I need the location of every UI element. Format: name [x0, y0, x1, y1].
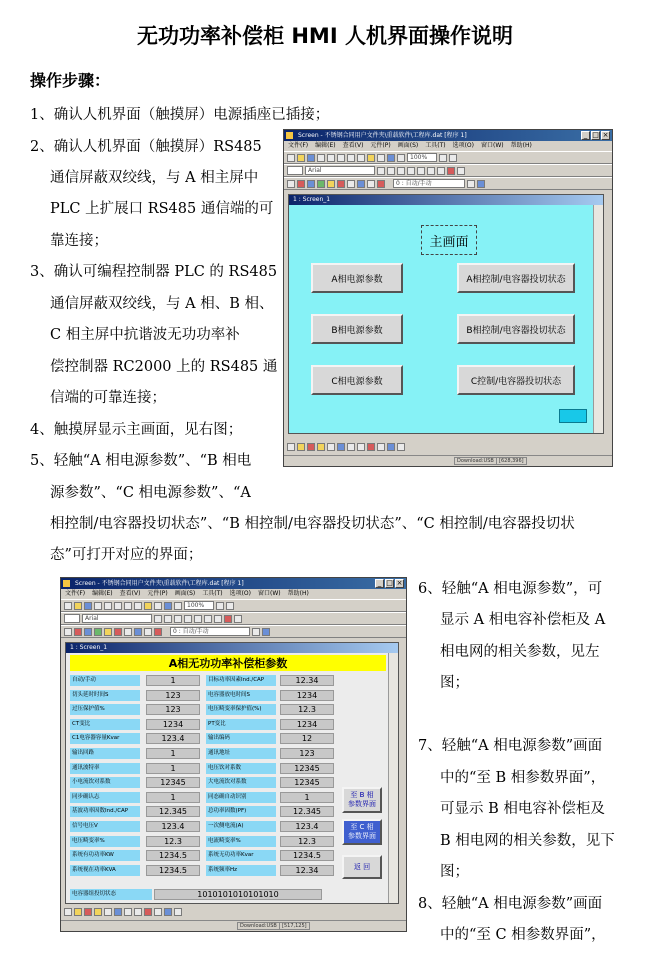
tool-icon[interactable]: [164, 908, 172, 916]
param-label: 切头延时时间S: [70, 690, 140, 701]
copy-icon[interactable]: [357, 154, 365, 162]
param-label: 目标功率因素Ind./CAP: [206, 675, 276, 686]
param-value: 12.345: [280, 806, 334, 817]
window-titlebar: [61, 578, 406, 589]
status-coordinates: [517,125]: [279, 922, 310, 930]
b-phase-control-button[interactable]: B相控制/电容器投切状态: [457, 314, 575, 344]
paste-icon[interactable]: [367, 154, 375, 162]
param-value: 1: [146, 763, 200, 774]
step-line: C 相主屏中抗谐波无功功率补: [50, 327, 240, 343]
tool-icon[interactable]: [307, 443, 315, 451]
app-icon: [286, 132, 293, 139]
graph-icon[interactable]: [124, 628, 132, 636]
redo-icon[interactable]: [114, 602, 122, 610]
close-icon[interactable]: ×: [602, 131, 609, 139]
underline-icon[interactable]: [437, 167, 445, 175]
color-icon[interactable]: [224, 615, 232, 623]
step-line: 中的“至 B 相参数界面”，: [440, 770, 606, 786]
step-line: 1、确认人机界面（触摸屏）电源插座已插接；: [30, 107, 330, 123]
compile-icon[interactable]: [387, 154, 395, 162]
step-line: 5、轻触“A 相电源参数”、“B 相电: [30, 453, 252, 469]
c-phase-power-button[interactable]: C相电源参数: [311, 365, 403, 395]
param-label: 同步确认志: [70, 792, 140, 803]
tool-icon[interactable]: [104, 908, 112, 916]
graph-icon[interactable]: [347, 180, 355, 188]
toolbar-standard: [284, 151, 612, 164]
bottom-toolbar: [284, 441, 612, 453]
open-icon[interactable]: [297, 154, 305, 162]
menu-options[interactable]: 选项(O): [229, 590, 251, 597]
zoom-out-icon[interactable]: [449, 154, 457, 162]
print-icon[interactable]: [94, 602, 102, 610]
to-c-phase-button[interactable]: 至 C 相 参数界面: [342, 819, 382, 845]
save-icon[interactable]: [307, 154, 315, 162]
menu-tools[interactable]: 工具(T): [425, 142, 446, 149]
bold-icon[interactable]: [194, 615, 202, 623]
step-line: PLC 上扩展口 RS485 通信端的可: [50, 201, 274, 217]
pen-icon[interactable]: [234, 615, 242, 623]
bold-icon[interactable]: [417, 167, 425, 175]
menu-screen[interactable]: 画面(S): [174, 590, 196, 597]
tool-icon[interactable]: [387, 443, 395, 451]
param-value: 123.4: [280, 821, 334, 832]
bottom-toolbar: [61, 906, 406, 918]
param-value: 12345: [280, 763, 334, 774]
param-label: 通讯地址: [206, 748, 276, 759]
arrow-icon[interactable]: [174, 615, 182, 623]
menu-edit[interactable]: 编辑(E): [92, 590, 113, 597]
param-label: 小电流饮对系数: [70, 777, 140, 788]
tool-icon[interactable]: [64, 908, 72, 916]
param-value: 1234: [280, 719, 334, 730]
param-value: 1234.5: [146, 850, 200, 861]
param-label: 基波功率因数Ind./CAP: [70, 806, 140, 817]
zoom-in-icon[interactable]: [439, 154, 447, 162]
param-value: 1: [146, 792, 200, 803]
tool-icon[interactable]: [174, 908, 182, 916]
param-label: 同态确自动识别: [206, 792, 276, 803]
step-line: 图；: [440, 864, 469, 880]
tool-icon[interactable]: [337, 443, 345, 451]
delete-icon[interactable]: [154, 602, 162, 610]
step-line: 靠连接；: [50, 233, 108, 249]
new-icon[interactable]: [64, 602, 72, 610]
hmi-editor-a-phase-screenshot: [60, 577, 407, 932]
step-line: 7、轻触“A 相电源参数”画面: [418, 738, 603, 754]
alarm-icon[interactable]: [154, 628, 162, 636]
menu-bar: [284, 141, 612, 151]
menu-help[interactable]: 帮助(H): [510, 142, 532, 149]
arrow-icon[interactable]: [397, 167, 405, 175]
tool-icon[interactable]: [154, 908, 162, 916]
param-value: 12.3: [280, 836, 334, 847]
menu-parts[interactable]: 元件(P): [147, 590, 168, 597]
toolbar-format: [61, 612, 406, 625]
tool-icon[interactable]: [327, 443, 335, 451]
color-icon[interactable]: [447, 167, 455, 175]
compile-icon[interactable]: [164, 602, 172, 610]
step-line: 4、触摸屏显示主画面，见右图；: [30, 422, 243, 438]
toolbar-parts: [61, 625, 406, 638]
tool-icon[interactable]: [287, 443, 295, 451]
menu-tools[interactable]: 工具(T): [202, 590, 223, 597]
param-value: 1234.5: [146, 865, 200, 876]
param-value: 1: [146, 748, 200, 759]
param-value: 12: [280, 733, 334, 744]
param-value: 12345: [280, 777, 334, 788]
zoom-out-icon[interactable]: [226, 602, 234, 610]
param-label: 电流畸变率%: [206, 836, 276, 847]
hmi-canvas: [289, 205, 593, 433]
alarm-icon[interactable]: [377, 180, 385, 188]
align-icon[interactable]: [377, 167, 385, 175]
param-value: 123: [146, 704, 200, 715]
b-phase-power-button[interactable]: B相电源参数: [311, 314, 403, 344]
tool-icon[interactable]: [134, 908, 142, 916]
maximize-icon[interactable]: □: [386, 579, 393, 587]
print-icon[interactable]: [317, 154, 325, 162]
param-label: 电压饮对系数: [206, 763, 276, 774]
status-coordinates: [628,396]: [496, 457, 527, 465]
italic-icon[interactable]: [204, 615, 212, 623]
bit-lamp-icon[interactable]: [297, 180, 305, 188]
redo-icon[interactable]: [337, 154, 345, 162]
status-bar: [284, 455, 612, 466]
menu-screen[interactable]: 画面(S): [397, 142, 419, 149]
param-value: 12.34: [280, 675, 334, 686]
child-window-title: 1 : Screen_1: [289, 195, 603, 205]
a-phase-power-button[interactable]: A相电源参数: [311, 263, 403, 293]
tool-icon[interactable]: [262, 628, 270, 636]
step-line: 源参数”、“C 相电源参数”、“A: [50, 485, 251, 501]
toolbar-format: [284, 164, 612, 177]
table-icon[interactable]: [144, 628, 152, 636]
table-icon[interactable]: [367, 180, 375, 188]
window-title: Screen - 不锈钢合同用户文件夹\重载软件\工程库.dat [程序 1]: [298, 132, 467, 139]
status-download: Download:USB: [237, 922, 280, 930]
steps-heading: 操作步骤：: [30, 71, 111, 90]
param-label: 系统有功功率KW: [70, 850, 140, 861]
layer-select[interactable]: [64, 614, 80, 623]
mode-select[interactable]: 0 : 自动/手动: [393, 179, 465, 188]
menu-window[interactable]: 窗口(W): [258, 590, 281, 597]
param-label: 一次侧电流(A): [206, 821, 276, 832]
param-value: 123: [146, 690, 200, 701]
maximize-icon[interactable]: □: [592, 131, 599, 139]
screen-child-window: [65, 642, 399, 904]
step-line: 8、轻触“A 相电源参数”画面: [418, 896, 603, 912]
step-line: 可显示 B 相电容补偿柜及: [440, 801, 605, 817]
step-line: 显示 A 相电容补偿柜及 A: [440, 612, 606, 628]
param-value: 1: [146, 675, 200, 686]
window-titlebar: [284, 130, 612, 141]
tool-icon[interactable]: [377, 443, 385, 451]
param-label: 大电流饮对系数: [206, 777, 276, 788]
param-label: 系统频率Hz: [206, 865, 276, 876]
app-icon: [63, 580, 70, 587]
toolbar-standard: [61, 599, 406, 612]
tool-icon[interactable]: [74, 908, 82, 916]
param-label: C1电容器容量Kvar: [70, 733, 140, 744]
switch-state-label: 电容器组投切状态: [70, 889, 152, 900]
panel-title: A相无功功率补偿柜参数: [70, 655, 386, 671]
close-icon[interactable]: ×: [396, 579, 403, 587]
param-label: 总功率因数(PF): [206, 806, 276, 817]
hmi-canvas: [66, 653, 388, 903]
param-label: 电容器放电时间S: [206, 690, 276, 701]
param-value: 123.4: [146, 733, 200, 744]
param-value: 12.3: [146, 836, 200, 847]
underline-icon[interactable]: [214, 615, 222, 623]
tool-icon[interactable]: [317, 443, 325, 451]
tool-icon[interactable]: [477, 180, 485, 188]
minimize-icon[interactable]: _: [581, 131, 590, 140]
tool-icon[interactable]: [144, 908, 152, 916]
mode-select[interactable]: 0 : 自动/手动: [170, 627, 250, 636]
tool-icon[interactable]: [357, 443, 365, 451]
paste-icon[interactable]: [144, 602, 152, 610]
param-label: 自动/手动: [70, 675, 140, 686]
param-label: 过压保护值%: [70, 704, 140, 715]
param-value: 12.34: [280, 865, 334, 876]
step-line: 6、轻触“A 相电源参数”，可: [418, 581, 603, 597]
align-icon[interactable]: [154, 615, 162, 623]
status-bar: [61, 920, 406, 931]
small-cyan-button[interactable]: [559, 409, 587, 423]
grid-icon[interactable]: [287, 180, 295, 188]
menu-bar: [61, 589, 406, 599]
tool-icon[interactable]: [347, 443, 355, 451]
param-label: 信号电压V: [70, 821, 140, 832]
tool-icon[interactable]: [367, 443, 375, 451]
step-line: 通信屏蔽双绞线，与 A 相、B 相、: [50, 296, 274, 312]
new-icon[interactable]: [287, 154, 295, 162]
numeric-icon[interactable]: [327, 180, 335, 188]
bit-lamp-icon[interactable]: [74, 628, 82, 636]
arrow-icon[interactable]: [387, 167, 395, 175]
zoom-in-icon[interactable]: [216, 602, 224, 610]
zoom-select[interactable]: 100%: [407, 153, 437, 162]
step-line: 2、确认人机界面（触摸屏）RS485: [30, 139, 262, 155]
copy-icon[interactable]: [134, 602, 142, 610]
step-line: 态”可打开对应的界面；: [50, 547, 203, 563]
bit-switch-icon[interactable]: [307, 180, 315, 188]
switch-state-value: 1010101010101010: [154, 889, 322, 900]
menu-view[interactable]: 查看(V): [342, 142, 364, 149]
open-icon[interactable]: [74, 602, 82, 610]
numeric-icon[interactable]: [104, 628, 112, 636]
download-icon[interactable]: [174, 602, 182, 610]
font-select[interactable]: Arial: [82, 614, 152, 623]
menu-edit[interactable]: 编辑(E): [315, 142, 336, 149]
to-b-phase-button[interactable]: 至 B 相 参数界面: [342, 787, 382, 813]
italic-icon[interactable]: [427, 167, 435, 175]
arrow-icon[interactable]: [164, 615, 172, 623]
param-value: 1234.5: [280, 850, 334, 861]
tool-icon[interactable]: [94, 908, 102, 916]
delete-icon[interactable]: [377, 154, 385, 162]
param-label: 通讯波特率: [70, 763, 140, 774]
param-label: 系统视在功率KVA: [70, 865, 140, 876]
menu-help[interactable]: 帮助(H): [287, 590, 309, 597]
tool-icon[interactable]: [84, 908, 92, 916]
gauge-icon[interactable]: [357, 180, 365, 188]
download-icon[interactable]: [397, 154, 405, 162]
param-value: 123: [280, 748, 334, 759]
menu-window[interactable]: 窗口(W): [481, 142, 504, 149]
param-label: 输出编码: [206, 733, 276, 744]
screen-child-window: [288, 194, 604, 434]
tool-icon[interactable]: [397, 443, 405, 451]
tool-icon[interactable]: [124, 908, 132, 916]
main-screen-label: 主画面: [421, 225, 477, 255]
step-line: 信端的可靠连接；: [50, 390, 166, 406]
pen-icon[interactable]: [457, 167, 465, 175]
grid-icon[interactable]: [64, 628, 72, 636]
minimize-icon[interactable]: _: [375, 579, 384, 588]
tool-icon[interactable]: [297, 443, 305, 451]
menu-parts[interactable]: 元件(P): [370, 142, 391, 149]
layer-select[interactable]: [287, 166, 303, 175]
param-label: 电压畸变率%: [70, 836, 140, 847]
toolbar-parts: [284, 177, 612, 190]
step-line: 相电网的相关参数，见左: [440, 644, 600, 660]
menu-options[interactable]: 选项(O): [452, 142, 474, 149]
vertical-scrollbar[interactable]: [593, 205, 603, 433]
status-download: Download:USB: [454, 457, 497, 465]
back-button[interactable]: 返 回: [342, 855, 382, 879]
step-line: B 相电网的相关参数，见下: [440, 833, 615, 849]
param-label: PT变比: [206, 719, 276, 730]
param-value: 1: [280, 792, 334, 803]
step-line: 通信屏蔽双绞线，与 A 相主屏中: [50, 170, 259, 186]
param-value: 123.4: [146, 821, 200, 832]
word-lamp-icon[interactable]: [317, 180, 325, 188]
document-title: 无功功率补偿柜 HMI 人机界面操作说明: [137, 24, 513, 48]
chart-icon[interactable]: [337, 180, 345, 188]
vertical-scrollbar[interactable]: [388, 653, 398, 903]
a-phase-control-button[interactable]: A相控制/电容器投切状态: [457, 263, 575, 293]
c-phase-control-button[interactable]: C控制/电容器投切状态: [457, 365, 575, 395]
param-label: CT变比: [70, 719, 140, 730]
step-line: 中的“至 C 相参数界面”，: [440, 927, 606, 943]
tool-icon[interactable]: [252, 628, 260, 636]
param-value: 1234: [280, 690, 334, 701]
param-value: 12.345: [146, 806, 200, 817]
child-window-title: 1 : Screen_1: [66, 643, 398, 653]
param-label: 电压畸变率保护值(%): [206, 704, 276, 715]
step-line: 3、确认可编程控制器 PLC 的 RS485: [30, 264, 278, 280]
param-value: 1234: [146, 719, 200, 730]
zoom-select[interactable]: 100%: [184, 601, 214, 610]
tool-icon[interactable]: [114, 908, 122, 916]
gauge-icon[interactable]: [134, 628, 142, 636]
text-icon[interactable]: [407, 167, 415, 175]
menu-file[interactable]: 文件(F): [65, 590, 86, 597]
step-line: 相控制/电容器投切状态”、“B 相控制/电容器投切状态”、“C 相控制/电容器投切状: [50, 516, 575, 532]
tool-icon[interactable]: [467, 180, 475, 188]
step-line: 偿控制器 RC2000 上的 RS485 通: [50, 359, 278, 375]
param-label: 系统无功功率Kvar: [206, 850, 276, 861]
param-label: 输出回路: [70, 748, 140, 759]
font-select[interactable]: Arial: [305, 166, 375, 175]
save-icon[interactable]: [84, 602, 92, 610]
hmi-editor-main-screenshot: [283, 129, 613, 467]
text-icon[interactable]: [184, 615, 192, 623]
param-value: 12345: [146, 777, 200, 788]
cut-icon[interactable]: [347, 154, 355, 162]
word-lamp-icon[interactable]: [94, 628, 102, 636]
param-value: 12.3: [280, 704, 334, 715]
undo-icon[interactable]: [327, 154, 335, 162]
bit-switch-icon[interactable]: [84, 628, 92, 636]
step-line: 图；: [440, 675, 469, 691]
cut-icon[interactable]: [124, 602, 132, 610]
window-title: Screen - 不锈钢合同用户文件夹\重载软件\工程库.dat [程序 1]: [75, 580, 244, 587]
undo-icon[interactable]: [104, 602, 112, 610]
menu-view[interactable]: 查看(V): [119, 590, 141, 597]
chart-icon[interactable]: [114, 628, 122, 636]
menu-file[interactable]: 文件(F): [288, 142, 309, 149]
